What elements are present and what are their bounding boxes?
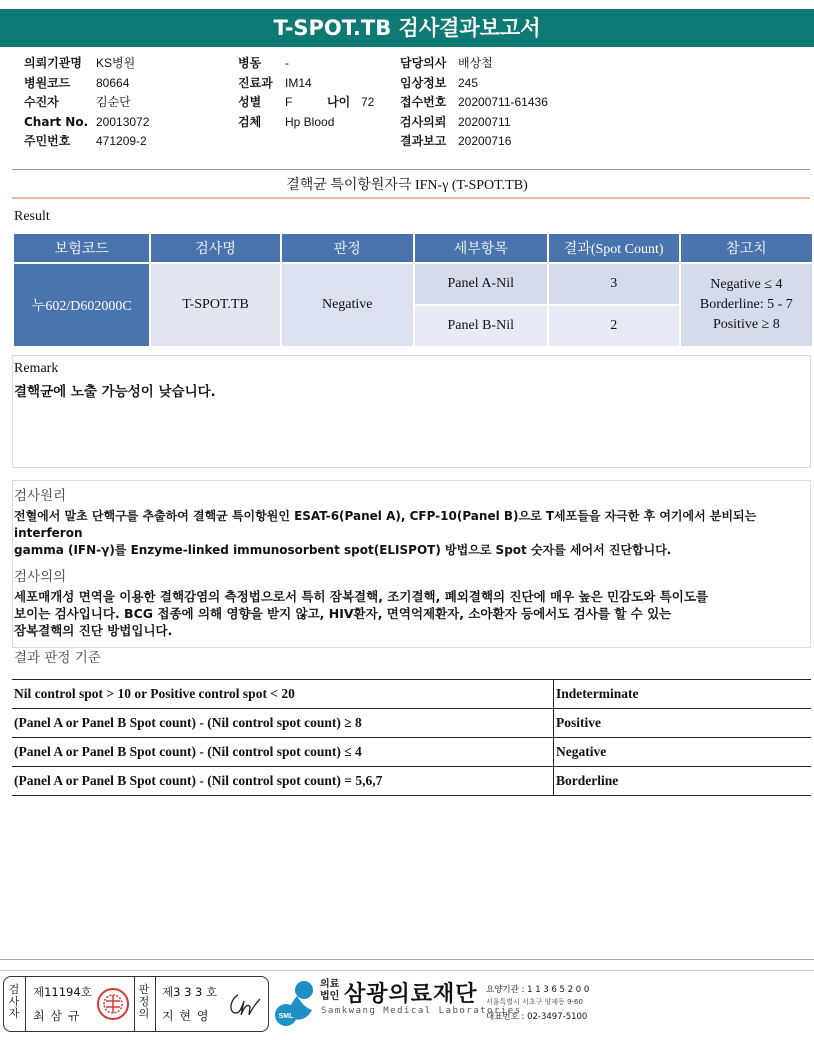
patient-info-col1: [24, 54, 149, 152]
info-label: Chart No.: [24, 114, 89, 129]
info-value: 245: [458, 75, 479, 90]
tester-license: 제11194호: [33, 985, 92, 999]
info-label: 병원코드: [24, 75, 71, 90]
criteria-result: Positive: [554, 709, 812, 738]
reviewer-license: 제3 3 3 호: [162, 985, 218, 999]
ref-borderline: Borderline: 5 - 7: [699, 297, 793, 312]
header-spot-count: 결과(Spot Count): [549, 234, 679, 262]
info-label: 수진자: [24, 95, 59, 109]
footer-divider: [0, 959, 814, 960]
panel-b-item: Panel B-Nil: [415, 306, 547, 346]
criteria-condition: Nil control spot > 10 or Positive control spot < 20: [12, 680, 554, 709]
patient-info-col2: [238, 54, 374, 132]
org-name-en: Samkwang Medical Laboratories: [321, 1006, 522, 1016]
reviewer-name: 지 현 영: [162, 1009, 210, 1023]
signature-box: [3, 976, 269, 1032]
dept-value: IM14: [285, 75, 312, 90]
info-label: 임상정보: [400, 75, 447, 90]
ref-positive: Positive ≥ 8: [712, 317, 780, 332]
significance-line3: 잠복결핵의 진단 방법입니다.: [14, 623, 173, 638]
info-value: 배상철: [458, 56, 493, 70]
signature-icon: [224, 987, 264, 1021]
remark-text: 결핵균에 노출 가능성이 낮습니다.: [14, 384, 216, 400]
significance-line2: 보이는 검사입니다. BCG 접종에 의해 영향을 받지 않고, HIV환자, 면역억제환자, 소아환자 등에서도 검사를 할 수 있는: [14, 606, 672, 621]
criteria-result: Indeterminate: [554, 680, 812, 709]
ref-negative: Negative ≤ 4: [710, 277, 783, 292]
header-detail-item: 세부항목: [415, 234, 547, 262]
criteria-condition: (Panel A or Panel B Spot count) - (Nil control spot count) ≥ 8: [12, 709, 554, 738]
remark-label: Remark: [14, 361, 59, 376]
ward-value: -: [285, 56, 289, 70]
seal-icon: [96, 987, 130, 1021]
info-value: 20200711: [458, 114, 511, 129]
criteria-heading: 결과 판정 기준: [14, 650, 101, 666]
principle-line1: 전혈에서 말초 단핵구를 추출하여 결핵균 특이항원인 ESAT-6(Panel A), CFP-10(Panel B)으로 T세포들을 자극한 후 여기에서 분비되는 interferon: [14, 509, 757, 540]
header-test-name: 검사명: [151, 234, 279, 262]
divider: [12, 169, 810, 170]
principle-line2: gamma (IFN-γ)를 Enzyme-linked immunosorbent spot(ELISPOT) 방법으로 Spot 숫자를 세어서 진단합니다.: [14, 543, 672, 557]
footer-divider-2: [0, 970, 814, 971]
reviewer-label: 판정의: [138, 983, 150, 1020]
info-value: 김순단: [96, 95, 131, 109]
principle-heading: 검사원리: [14, 488, 67, 504]
sml-logo-icon: [272, 978, 322, 1028]
criteria-result: Negative: [554, 738, 812, 767]
patient-info-col3: [400, 54, 548, 152]
criteria-row: [12, 767, 811, 796]
test-name: T-SPOT.TB: [151, 264, 279, 346]
panel-a-count: 3: [549, 264, 679, 304]
panel-a-item: Panel A-Nil: [415, 264, 547, 304]
significance-line1: 세포매개성 면역을 이용한 결핵감염의 측정법으로서 특히 잠복결핵, 조기결핵, 폐외결핵의 진단에 매우 높은 민감도와 특이도를: [14, 589, 708, 604]
criteria-row: [12, 738, 811, 767]
header-judgement: 판정: [282, 234, 413, 262]
logo-text: SML: [278, 1013, 294, 1020]
org-phone: 대표번호 : 02-3497-5100: [486, 1012, 588, 1022]
info-value: 471209-2: [96, 134, 147, 148]
info-label: 검사의뢰: [400, 114, 447, 129]
ward-label: 병동: [238, 56, 262, 70]
result-table: [12, 234, 814, 346]
info-value: KS병원: [96, 56, 136, 70]
sex-label: 성별: [238, 95, 262, 109]
criteria-row: [12, 709, 811, 738]
report-title: T-SPOT.TB 검사결과보고서: [0, 9, 814, 47]
insurance-code: 누602/D602000C: [14, 264, 149, 346]
info-label: 담당의사: [400, 56, 447, 70]
info-label: 의뢰기관명: [24, 56, 82, 70]
sex-value: F: [285, 95, 293, 109]
age-value: 72: [361, 95, 375, 109]
info-value: 20200716: [458, 134, 512, 148]
dept-label: 진료과: [238, 75, 273, 90]
info-label: 주민번호: [24, 134, 71, 148]
specimen-value: Hp Blood: [285, 114, 335, 129]
panel-b-count: 2: [549, 306, 679, 346]
info-label: 접수번호: [400, 95, 447, 109]
result-label: Result: [14, 209, 50, 224]
org-address: 서울특별시 서초구 양재동 9-60: [486, 998, 583, 1006]
test-subtitle: 결핵균 특이항원자극 IFN-γ (T-SPOT.TB): [286, 178, 528, 193]
tester-name: 최 삼 규: [33, 1009, 81, 1023]
criteria-result: Borderline: [554, 767, 812, 796]
judgement: Negative: [282, 264, 413, 346]
specimen-label: 검체: [238, 114, 262, 129]
criteria-condition: (Panel A or Panel B Spot count) - (Nil control spot count) ≤ 4: [12, 738, 554, 767]
criteria-table: [12, 679, 811, 796]
reference-range: [681, 264, 812, 346]
subtitle-underline: [12, 197, 810, 199]
org-name: 삼광의료재단: [344, 982, 478, 1007]
info-value: 80664: [96, 75, 130, 90]
criteria-row: [12, 680, 811, 709]
org-code: 요양기관 : 1 1 3 6 5 2 0 0: [486, 985, 590, 995]
info-label: 결과보고: [400, 134, 447, 148]
info-value: 20200711-61436: [458, 95, 548, 109]
criteria-condition: (Panel A or Panel B Spot count) - (Nil control spot count) = 5,6,7: [12, 767, 554, 796]
age-label: 나이: [327, 95, 351, 109]
header-reference: 참고치: [681, 234, 812, 262]
header-insurance-code: 보험코드: [14, 234, 149, 262]
legal-prefix: 의료법인: [320, 979, 340, 1002]
remark-box: [12, 355, 811, 468]
tester-label: 검사자: [8, 983, 20, 1020]
significance-heading: 검사의의: [14, 569, 67, 585]
info-value: 20013072: [96, 114, 150, 129]
